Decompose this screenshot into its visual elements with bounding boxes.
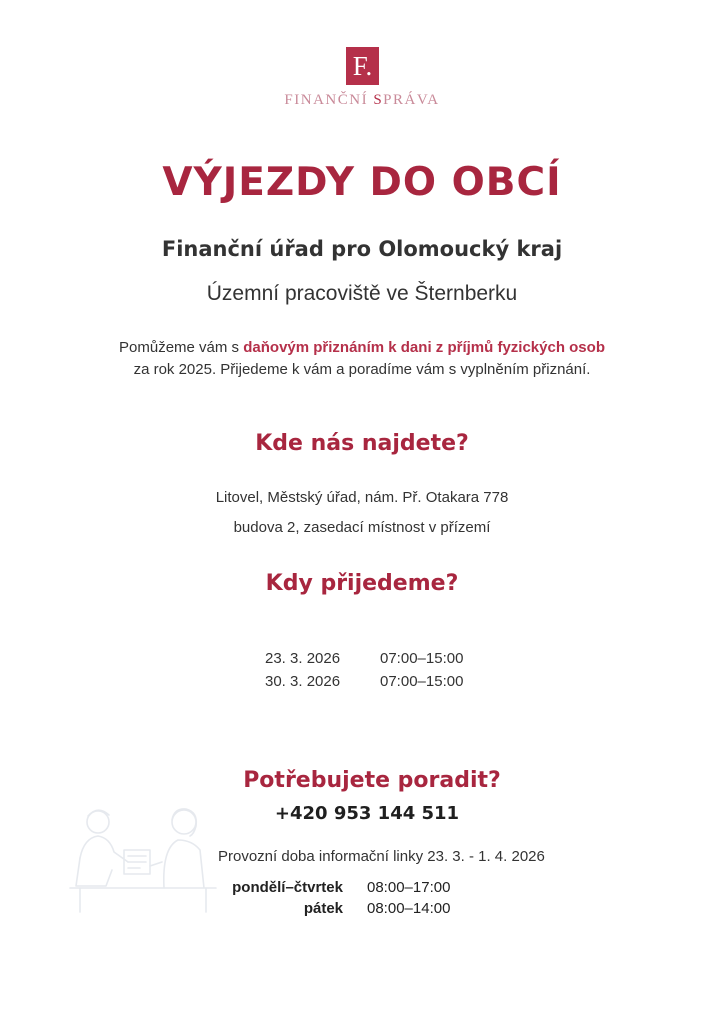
logo-wordmark-highlight: S [373,92,384,108]
logo-letter: F. [352,50,373,81]
hours-days: pátek [303,900,343,917]
hours-time: 08:00–14:00 [367,900,451,917]
intro-text-2: za rok 2025. Přijedeme k vám a poradíme vám s vyplněním přiznání. [133,361,591,378]
intro-accent: daňovým přiznáním k dani z příjmů fyzických osob [243,339,605,356]
helpline-phone[interactable]: +420 953 144 511 [274,803,460,824]
address-line-1: Litovel, Městský úřad, nám. Př. Otakara 778 [215,489,509,506]
logo-wordmark-pre: FINANČNÍ [284,92,374,108]
help-heading: Potřebujete poradit? [243,768,501,793]
visit-row [265,670,463,693]
intro-text-1: Pomůžeme vám s [119,339,244,356]
helpline-hours-line: Provozní doba informační linky 23. 3. - 1. 4. 2026 [218,848,545,865]
logo-mark [346,47,379,85]
visit-date: 23. 3. 2026 [265,650,341,667]
address-line-2: budova 2, zasedací místnost v přízemí [233,519,491,536]
branch-name: Územní pracoviště ve Šternberku [206,282,518,305]
intro-paragraph [0,337,724,381]
when-heading: Kdy přijedeme? [265,571,459,596]
visit-time: 07:00–15:00 [380,650,464,667]
hours-row [230,898,450,919]
visit-row [265,647,463,670]
hours-time: 08:00–17:00 [367,879,451,896]
page-title: VÝJEZDY DO OBCÍ [162,160,562,205]
visit-time: 07:00–15:00 [380,673,464,690]
where-heading: Kde nás najdete? [255,431,469,456]
office-name: Finanční úřad pro Olomoucký kraj [161,237,563,261]
hours-days: pondělí–čtvrtek [232,879,343,896]
hours-row [230,877,450,898]
logo-wordmark [0,92,724,109]
helpline-hours [230,877,450,919]
visit-date: 30. 3. 2026 [265,673,341,690]
visit-schedule [265,647,463,693]
logo-wordmark-post: PRÁVA [383,92,440,108]
